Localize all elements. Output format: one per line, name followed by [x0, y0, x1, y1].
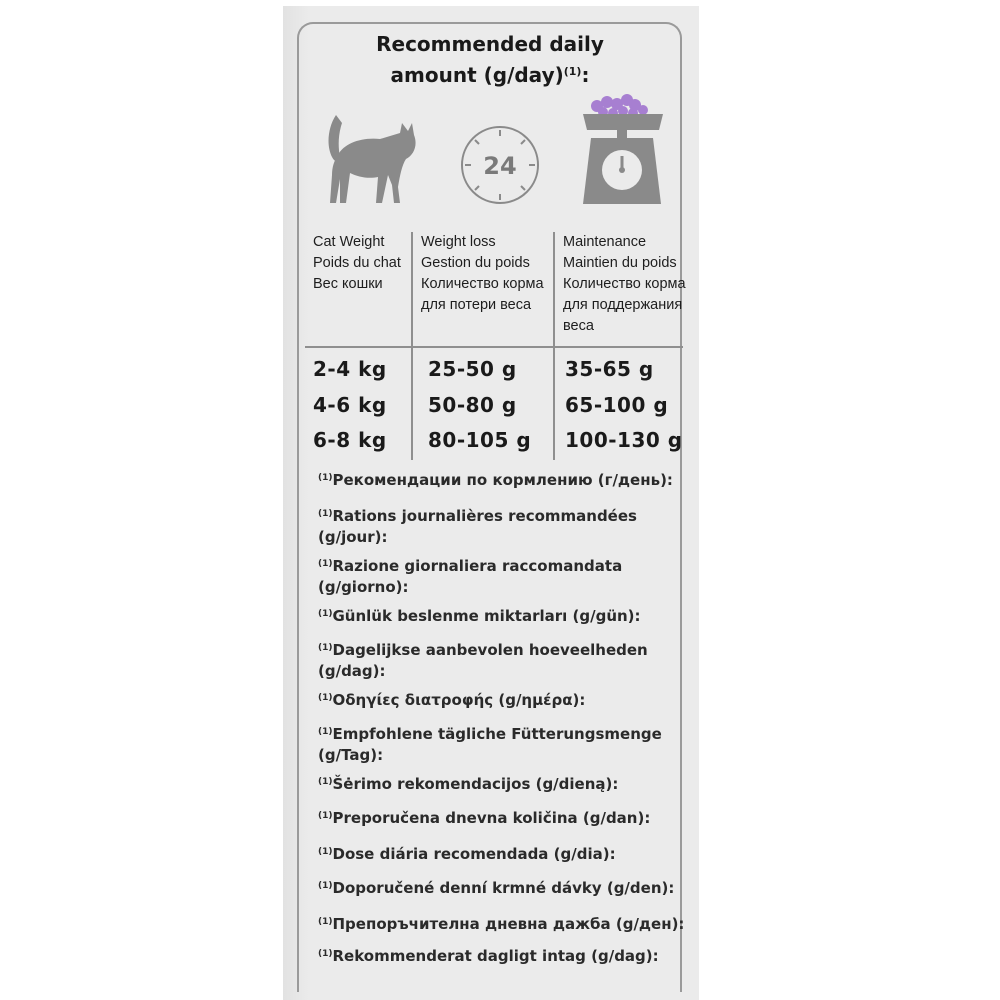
title-footnote-marker: (1) — [563, 65, 582, 78]
table-cell: 4-6 kg — [313, 393, 387, 417]
title-line-2: amount $(g/day)^{(1)}$: — [390, 63, 590, 87]
footnote-el: $^{(1)}$Οδηγίες διατροφής (g/ημέρα): — [318, 691, 586, 709]
footnote-sv: $^{(1)}$Rekommenderat dagligt intag (g/dag): — [318, 947, 659, 965]
table-cell: 6-8 kg — [313, 428, 387, 452]
table-cell: 2-4 kg — [313, 357, 387, 381]
kitchen-scale-icon — [575, 92, 670, 207]
footnote-de: $^{(1)}$Empfohlene tägliche Fütterungsmenge (g/Tag): — [318, 725, 662, 764]
table-cell: 100-130 g — [565, 428, 683, 452]
footnote-nl: $^{(1)}$Dagelijkse aanbevolen hoeveelheden (g/dag): — [318, 641, 648, 680]
cat-icon — [318, 105, 418, 210]
table-cell: 25-50 g — [428, 357, 517, 381]
page-title — [300, 30, 680, 89]
footnote-tr: $^{(1)}$Günlük beslenme miktarları (g/gün): — [318, 607, 641, 625]
header-cat-weight: Cat Weight Poids du chat Вес кошки — [313, 234, 401, 292]
header-maintenance: Maintenance Maintien du poids Количество корма для поддержания веса — [563, 234, 686, 334]
footnote-lt: $^{(1)}$Šėrimo rekomendacijos (g/dieną): — [318, 775, 619, 793]
footnote-ru: $^{(1)}$Рекомендации по кормлению (г/день): — [318, 471, 673, 489]
footnote-hr: $^{(1)}$Preporučena dnevna količina (g/dan): — [318, 809, 651, 827]
footnote-it: $^{(1)}$Razione giornaliera raccomandata (g/giorno): — [318, 557, 623, 596]
footnote-bg: $^{(1)}$Препоръчителна дневна дажба (g/ден): — [318, 915, 685, 933]
table-cell: 35-65 g — [565, 357, 654, 381]
table-cell: 80-105 g — [428, 428, 532, 452]
clock-label: 24 — [483, 152, 517, 180]
footnote-cs: $^{(1)}$Doporučené denní krmné dávky (g/den): — [318, 879, 675, 897]
header-divider — [305, 346, 683, 348]
footnote-fr: $^{(1)}$Rations journalières recommandées (g/jour): — [318, 507, 637, 546]
title-line-1: Recommended daily — [376, 32, 604, 56]
clock-24-icon — [454, 119, 546, 211]
header-weight-loss: Weight loss Gestion du poids Количество корма для потери веса — [421, 234, 544, 313]
table-cell: 50-80 g — [428, 393, 517, 417]
table-cell: 65-100 g — [565, 393, 669, 417]
footnote-pt: $^{(1)}$Dose diária recomendada (g/dia): — [318, 845, 616, 863]
